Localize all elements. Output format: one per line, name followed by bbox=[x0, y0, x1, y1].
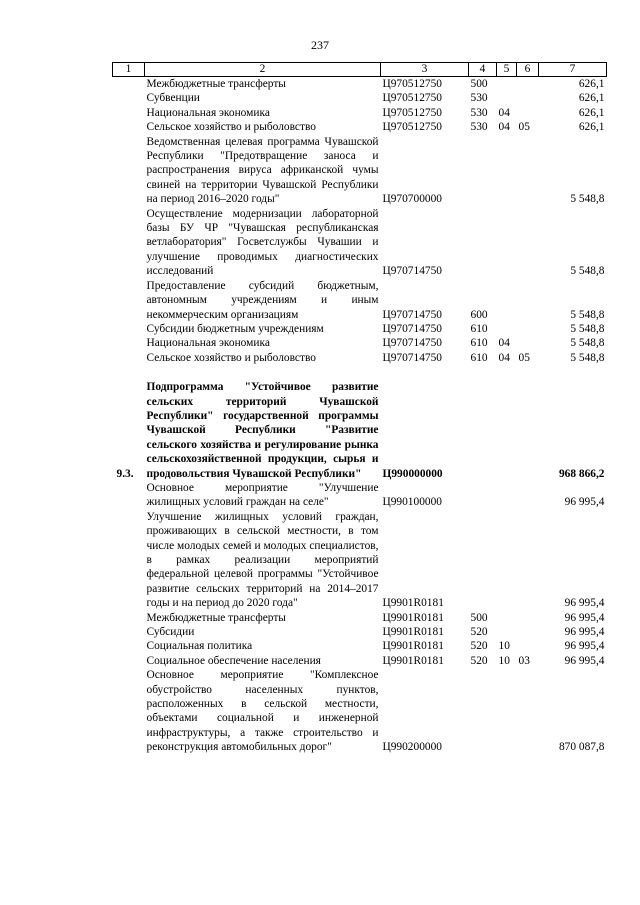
table-row bbox=[113, 279, 607, 322]
budget-table bbox=[112, 62, 607, 755]
row-col5 bbox=[497, 279, 517, 322]
row-code: Ц970512750 bbox=[382, 121, 442, 134]
row-name: Предоставление субсидий бюджетным, автономным учреждениям и иным некоммерческим организациям bbox=[146, 279, 379, 321]
row-col4: 520 bbox=[470, 640, 488, 653]
row-amount: 626,1 bbox=[578, 78, 605, 90]
row-name: Субсидии bbox=[146, 626, 195, 639]
table-row bbox=[113, 322, 607, 336]
row-amount: 5 548,8 bbox=[570, 193, 605, 206]
header-cell: 4 bbox=[469, 63, 497, 77]
row-col4: 520 bbox=[470, 626, 488, 639]
row-col6 bbox=[517, 135, 539, 207]
row-col6: 05 bbox=[518, 351, 530, 364]
row-name: Национальная экономика bbox=[146, 337, 270, 350]
header-cell: 6 bbox=[517, 63, 539, 77]
row-name: Ведомственная целевая программа Чувашской Республики "Предотвращение заноса и распространения вируса африканской чумы свиней на территории Чувашской Республики на период 2016–2020 годы" bbox=[146, 135, 379, 206]
table-row bbox=[113, 135, 607, 207]
table-row bbox=[113, 207, 607, 279]
row-amount: 96 995,4 bbox=[564, 611, 605, 624]
row-amount: 5 548,8 bbox=[570, 265, 605, 278]
row-col5 bbox=[497, 668, 517, 754]
row-col6 bbox=[517, 207, 539, 279]
row-amount: 626,1 bbox=[578, 121, 605, 134]
table-row bbox=[113, 668, 607, 754]
row-name: Основное мероприятие "Улучшение жилищных условий граждан на селе" bbox=[146, 481, 379, 509]
table-row bbox=[113, 611, 607, 625]
row-number bbox=[113, 351, 145, 365]
row-code: Ц970512750 bbox=[382, 78, 442, 90]
row-amount: 968 866,2 bbox=[558, 467, 605, 480]
row-col5 bbox=[497, 611, 517, 625]
table-row bbox=[113, 351, 607, 365]
row-col5 bbox=[497, 91, 517, 105]
row-col5: 04 bbox=[498, 121, 510, 134]
row-col6 bbox=[517, 106, 539, 120]
row-col4: 530 bbox=[470, 121, 488, 134]
table-row bbox=[113, 77, 607, 92]
page-number: 237 bbox=[311, 38, 329, 52]
row-name: Социальная политика bbox=[146, 640, 253, 653]
spacer-row bbox=[113, 365, 607, 380]
table-row bbox=[113, 481, 607, 510]
row-code: Ц990000000 bbox=[382, 467, 443, 480]
row-amount: 626,1 bbox=[578, 92, 605, 105]
header-row bbox=[113, 63, 607, 77]
row-col5: 04 bbox=[498, 106, 510, 119]
row-number bbox=[113, 322, 145, 336]
row-code: Ц9901R0181 bbox=[382, 611, 444, 624]
row-number bbox=[113, 625, 145, 639]
row-number bbox=[113, 639, 145, 653]
row-col5: 10 bbox=[498, 640, 510, 653]
row-col4: 500 bbox=[470, 611, 488, 624]
table-row bbox=[113, 91, 607, 105]
table-row bbox=[113, 654, 607, 668]
row-col6: 03 bbox=[518, 654, 530, 667]
row-col4 bbox=[469, 380, 497, 481]
row-col5 bbox=[497, 510, 517, 611]
row-number bbox=[113, 106, 145, 120]
table-row bbox=[113, 120, 607, 134]
row-col6 bbox=[517, 510, 539, 611]
table-body bbox=[113, 77, 607, 755]
row-name: Межбюджетные трансферты bbox=[146, 78, 286, 90]
row-number bbox=[113, 668, 145, 754]
row-col6 bbox=[517, 91, 539, 105]
row-col4 bbox=[469, 135, 497, 207]
row-number bbox=[113, 611, 145, 625]
row-col6 bbox=[517, 336, 539, 350]
row-name: Субвенции bbox=[146, 92, 200, 105]
row-code: Ц990100000 bbox=[382, 496, 442, 509]
row-code: Ц970714750 bbox=[382, 337, 442, 350]
row-name: Основное мероприятие "Комплексное обустройство населенных пунктов, расположенных в сельской местности, объектами социальной и инженерной инфраструктуры, а также строительство и реконструкция автомобильных дорог" bbox=[146, 669, 379, 754]
row-code: Ц970714750 bbox=[382, 322, 442, 335]
row-name: Социальное обеспечение населения bbox=[146, 654, 321, 667]
row-col5 bbox=[497, 322, 517, 336]
header-cell: 5 bbox=[497, 63, 517, 77]
header-cell: 7 bbox=[539, 63, 607, 77]
row-col5 bbox=[497, 135, 517, 207]
row-col4: 520 bbox=[470, 654, 488, 667]
row-number bbox=[113, 481, 145, 510]
row-amount: 5 548,8 bbox=[570, 337, 605, 350]
row-amount: 96 995,4 bbox=[564, 496, 605, 509]
row-col4: 610 bbox=[470, 337, 488, 350]
table-header bbox=[113, 63, 607, 77]
row-col4 bbox=[469, 207, 497, 279]
row-name: Сельское хозяйство и рыболовство bbox=[146, 351, 316, 364]
row-col4: 530 bbox=[470, 92, 488, 105]
row-code: Ц9901R0181 bbox=[382, 640, 444, 653]
row-col6 bbox=[517, 639, 539, 653]
row-col5 bbox=[497, 207, 517, 279]
row-number bbox=[113, 77, 145, 92]
row-amount: 870 087,8 bbox=[558, 741, 605, 754]
row-code: Ц970512750 bbox=[382, 106, 442, 119]
row-col4: 530 bbox=[470, 106, 488, 119]
row-code: Ц9901R0181 bbox=[382, 597, 444, 610]
row-code: Ц970512750 bbox=[382, 92, 442, 105]
row-number bbox=[113, 207, 145, 279]
row-col6 bbox=[517, 481, 539, 510]
row-number bbox=[113, 135, 145, 207]
table-row bbox=[113, 336, 607, 350]
row-code: Ц9901R0181 bbox=[382, 626, 444, 639]
row-col4: 610 bbox=[470, 322, 488, 335]
table-row bbox=[113, 380, 607, 481]
row-col5 bbox=[497, 380, 517, 481]
row-amount: 96 995,4 bbox=[564, 626, 605, 639]
row-col4: 500 bbox=[470, 78, 488, 90]
row-code: Ц9901R0181 bbox=[382, 654, 444, 667]
row-name: Сельское хозяйство и рыболовство bbox=[146, 121, 316, 134]
row-name: Национальная экономика bbox=[146, 106, 270, 119]
row-col4 bbox=[469, 510, 497, 611]
table-row bbox=[113, 510, 607, 611]
row-code: Ц970700000 bbox=[382, 193, 442, 206]
row-col5 bbox=[497, 481, 517, 510]
table-row bbox=[113, 625, 607, 639]
row-col6 bbox=[517, 668, 539, 754]
row-col5 bbox=[497, 625, 517, 639]
row-number bbox=[113, 654, 145, 668]
row-col6 bbox=[517, 625, 539, 639]
header-cell: 2 bbox=[145, 63, 381, 77]
row-amount: 5 548,8 bbox=[570, 322, 605, 335]
row-number bbox=[113, 120, 145, 134]
row-col6 bbox=[517, 279, 539, 322]
row-amount: 96 995,4 bbox=[564, 597, 605, 610]
row-amount: 5 548,8 bbox=[570, 308, 605, 321]
row-col6 bbox=[517, 322, 539, 336]
row-name: Межбюджетные трансферты bbox=[146, 611, 286, 624]
row-amount: 96 995,4 bbox=[564, 654, 605, 667]
row-number bbox=[113, 336, 145, 350]
row-number: 9.3. bbox=[116, 467, 134, 480]
header-cell: 1 bbox=[113, 63, 145, 77]
row-col5: 04 bbox=[498, 351, 510, 364]
row-col5: 04 bbox=[498, 337, 510, 350]
row-col6 bbox=[517, 77, 539, 92]
row-name: Субсидии бюджетным учреждениям bbox=[146, 322, 324, 335]
row-number bbox=[113, 279, 145, 322]
row-col4: 600 bbox=[470, 308, 488, 321]
row-number bbox=[113, 91, 145, 105]
row-amount: 5 548,8 bbox=[570, 351, 605, 364]
row-col4 bbox=[469, 668, 497, 754]
table-row bbox=[113, 639, 607, 653]
row-code: Ц990200000 bbox=[382, 741, 442, 754]
row-col6 bbox=[517, 380, 539, 481]
row-name: Осуществление модернизации лабораторной базы БУ ЧР "Чувашская республиканская ветлаборатория" Госветслужбы Чувашии и улучшение проводимых диагностических исследований bbox=[146, 207, 379, 278]
row-amount: 96 995,4 bbox=[564, 640, 605, 653]
row-amount: 626,1 bbox=[578, 106, 605, 119]
row-code: Ц970714750 bbox=[382, 265, 442, 278]
table-row bbox=[113, 106, 607, 120]
row-code: Ц970714750 bbox=[382, 351, 442, 364]
row-name: Улучшение жилищных условий граждан, проживающих в сельской местности, в том числе молодых семей и молодых специалистов, в рамках реализации мероприятий федеральной целевой программы "Устойчивое развитие сельских территорий на 2014–2017 годы и на период до 2020 года" bbox=[146, 510, 379, 610]
row-name: Подпрограмма "Устойчивое развитие сельских территорий Чувашской Республики" государственной программы Чувашской Республики "Развитие сельского хозяйства и регулирование рынка сельскохозяйственной продукции, сырья и продовольствия Чувашской Республики" bbox=[146, 381, 379, 480]
row-col4 bbox=[469, 481, 497, 510]
row-number bbox=[113, 510, 145, 611]
spacer-cell bbox=[113, 365, 607, 380]
row-code: Ц970714750 bbox=[382, 308, 442, 321]
header-cell: 3 bbox=[381, 63, 469, 77]
row-col6: 05 bbox=[518, 121, 530, 134]
row-col6 bbox=[517, 611, 539, 625]
row-col5: 10 bbox=[498, 654, 510, 667]
row-col5 bbox=[497, 77, 517, 92]
row-col4: 610 bbox=[470, 351, 488, 364]
